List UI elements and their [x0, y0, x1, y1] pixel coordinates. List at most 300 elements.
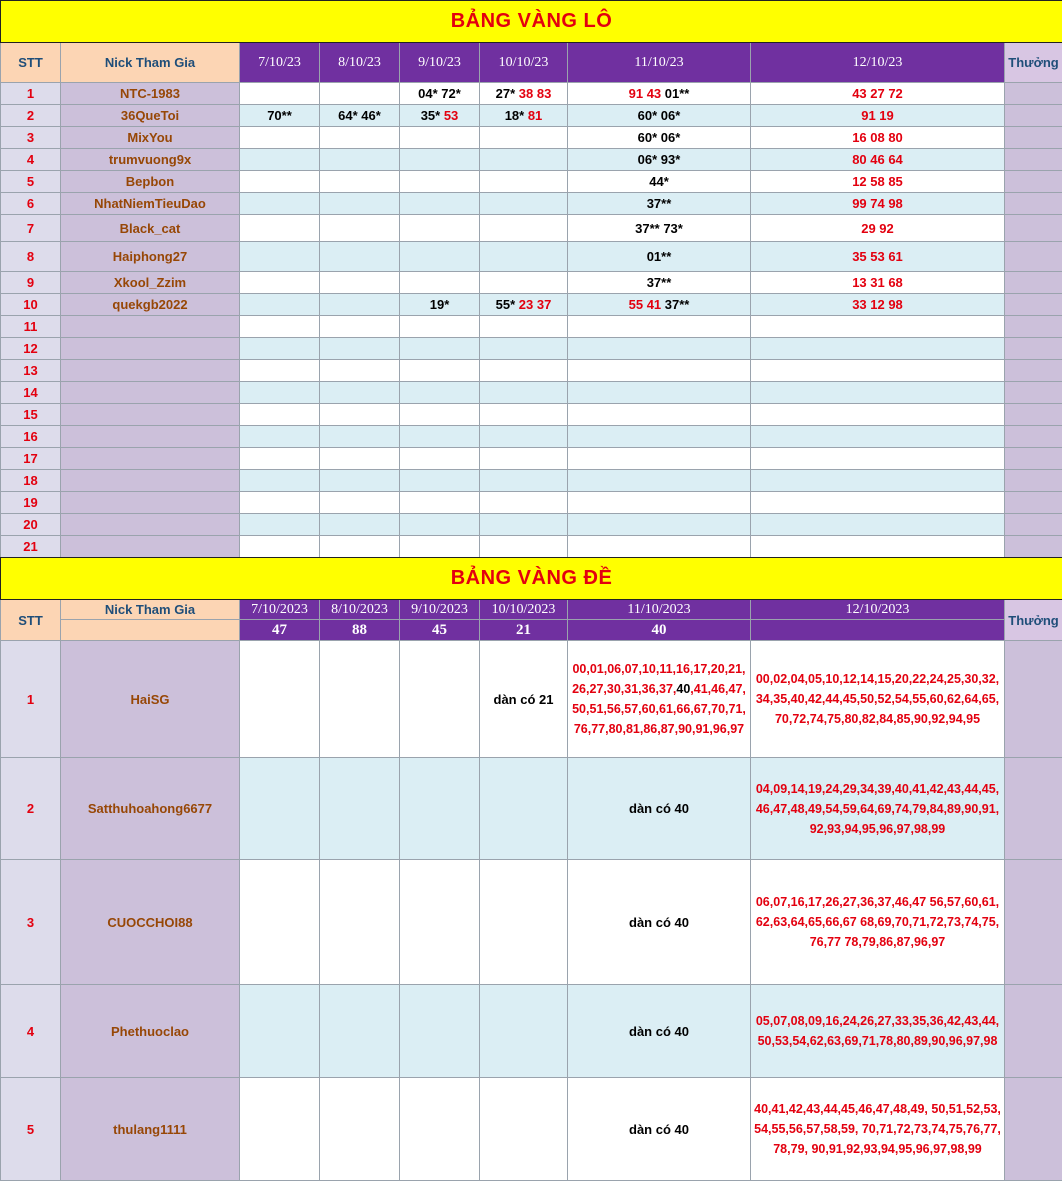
lo-table-row: [1, 338, 1062, 360]
lo-table-row: [1, 404, 1062, 426]
lo-cell-day-2: [320, 514, 400, 536]
lo-cell-day-2: [320, 127, 400, 149]
lo-table-row: [1, 272, 1062, 294]
lo-row-stt: 8: [1, 242, 61, 272]
lo-cell-day-1: [240, 448, 320, 470]
de-row-thuong: [1005, 1078, 1062, 1181]
lo-row-thuong: [1005, 382, 1062, 404]
lo-cell-day-3: [400, 470, 480, 492]
lo-header-date-2: 8/10/23: [320, 43, 400, 83]
lo-cell-day-6: [751, 426, 1005, 448]
lo-cell-day-2: [320, 215, 400, 242]
lo-title: BẢNG VÀNG LÔ: [1, 1, 1062, 43]
de-row-stt: 3: [1, 860, 61, 985]
lo-cell-day-2: [320, 105, 400, 127]
lo-cell-day-2: [320, 536, 400, 558]
lo-header-thuong: Thưởng: [1005, 43, 1062, 83]
de-cell-day-1: [240, 641, 320, 758]
de-cell-day-5: [568, 641, 751, 758]
lo-cell-day-4: [480, 149, 568, 171]
lo-row-nick: [61, 338, 240, 360]
de-cell-day-1: [240, 985, 320, 1078]
de-cell-day-3: [400, 1078, 480, 1181]
lo-cell-day-3: [400, 360, 480, 382]
de-cell-day-6: [751, 1078, 1005, 1181]
lo-cell-value: 37**: [664, 297, 690, 312]
de-header-nick-blank: [61, 620, 240, 641]
lo-cell-day-6: [751, 382, 1005, 404]
lo-cell-day-4: [480, 105, 568, 127]
de-row-nick: Satthuhoahong6677: [61, 758, 240, 860]
lo-cell-value: 04* 72*: [418, 86, 461, 101]
lo-cell-day-6: [751, 360, 1005, 382]
lo-cell-day-5: [568, 215, 751, 242]
lo-row-nick: [61, 492, 240, 514]
lo-cell-day-1: [240, 338, 320, 360]
lo-row-stt: 17: [1, 448, 61, 470]
de-row-nick: thulang1111: [61, 1078, 240, 1181]
lo-cell-day-6: [751, 404, 1005, 426]
lo-row-stt: 15: [1, 404, 61, 426]
lo-cell-day-6: [751, 127, 1005, 149]
de-cell-day-2: [320, 758, 400, 860]
lo-cell-day-5: [568, 242, 751, 272]
de-table-row: [1, 1078, 1062, 1181]
lo-cell-day-3: [400, 316, 480, 338]
lo-cell-value: 60* 06*: [637, 108, 681, 123]
lo-cell-day-5: [568, 316, 751, 338]
lo-cell-value: 70**: [267, 108, 292, 123]
lo-row-nick: [61, 360, 240, 382]
lo-cell-day-5: [568, 193, 751, 215]
lo-cell-day-5: [568, 536, 751, 558]
lo-cell-day-2: [320, 294, 400, 316]
lo-header-date-4: 10/10/23: [480, 43, 568, 83]
lo-cell-day-4: [480, 242, 568, 272]
lo-cell-day-5: [568, 272, 751, 294]
lo-table-row: [1, 83, 1062, 105]
lo-cell-value: 91 19: [861, 108, 894, 123]
lo-cell-day-1: [240, 149, 320, 171]
lo-cell-day-1: [240, 492, 320, 514]
lo-cell-day-1: [240, 127, 320, 149]
lo-row-nick: NhatNiemTieuDao: [61, 193, 240, 215]
lo-row-nick: Black_cat: [61, 215, 240, 242]
lo-table-row: [1, 294, 1062, 316]
lo-header-nick: Nick Tham Gia: [61, 43, 240, 83]
lo-cell-value: 44*: [649, 174, 669, 189]
lo-cell-day-4: [480, 514, 568, 536]
de-result-2: 88: [320, 620, 400, 641]
lo-table-row: [1, 242, 1062, 272]
lo-table-row: [1, 105, 1062, 127]
de-header-date-4: 10/10/2023: [480, 600, 568, 620]
lo-row-thuong: [1005, 149, 1062, 171]
de-cell-day-4: [480, 1078, 568, 1181]
lo-cell-day-4: [480, 127, 568, 149]
lo-cell-value: 91 43: [628, 86, 665, 101]
lo-cell-day-2: [320, 448, 400, 470]
de-cell-value: 05,07,08,09,16,24,26,27,33,35,36,42,43,44,50,53,54,62,63,69,71,78,80,89,90,96,97,98: [755, 1014, 1000, 1048]
lo-cell-day-5: [568, 492, 751, 514]
lo-table: [0, 0, 1062, 558]
de-cell-day-2: [320, 860, 400, 985]
lo-cell-day-3: [400, 382, 480, 404]
lo-cell-day-5: [568, 294, 751, 316]
de-cell-day-5: [568, 860, 751, 985]
lo-cell-day-6: [751, 149, 1005, 171]
de-header-date-6: 12/10/2023: [751, 600, 1005, 620]
lo-header-date-5: 11/10/23: [568, 43, 751, 83]
lo-cell-day-3: [400, 536, 480, 558]
de-cell-value: dàn có 21: [493, 691, 554, 707]
de-cell-day-3: [400, 860, 480, 985]
lo-cell-day-6: [751, 316, 1005, 338]
lo-table-row: [1, 448, 1062, 470]
de-header-date-2: 8/10/2023: [320, 600, 400, 620]
lo-row-nick: [61, 404, 240, 426]
lo-cell-value: 64* 46*: [338, 108, 381, 123]
de-cell-day-6: [751, 985, 1005, 1078]
de-cell-day-4: [480, 860, 568, 985]
lo-cell-day-5: [568, 514, 751, 536]
de-cell-value: 00,01,06,07,10,11,16,17,20,21,26,27,30,31,36,37,: [572, 662, 746, 696]
lo-row-stt: 6: [1, 193, 61, 215]
lo-cell-value: 06* 93*: [637, 152, 681, 167]
lo-row-stt: 19: [1, 492, 61, 514]
lo-cell-day-4: [480, 215, 568, 242]
lo-table-row: [1, 426, 1062, 448]
lo-header-date-3: 9/10/23: [400, 43, 480, 83]
lo-cell-day-6: [751, 83, 1005, 105]
lo-cell-day-2: [320, 149, 400, 171]
de-cell-value: dàn có 40: [629, 914, 689, 930]
lo-row-stt: 14: [1, 382, 61, 404]
lo-cell-day-1: [240, 171, 320, 193]
lo-cell-day-4: [480, 426, 568, 448]
lo-header-date-6: 12/10/23: [751, 43, 1005, 83]
lo-row-thuong: [1005, 404, 1062, 426]
lo-cell-day-3: [400, 514, 480, 536]
de-row-stt: 4: [1, 985, 61, 1078]
de-row-thuong: [1005, 641, 1062, 758]
lo-cell-day-4: [480, 448, 568, 470]
lo-table-row: [1, 382, 1062, 404]
de-cell-day-1: [240, 758, 320, 860]
lo-cell-day-5: [568, 127, 751, 149]
de-body: [1, 641, 1062, 1181]
lo-cell-day-6: [751, 492, 1005, 514]
de-cell-day-4: [480, 641, 568, 758]
de-header-date-1: 7/10/2023: [240, 600, 320, 620]
de-cell-day-1: [240, 860, 320, 985]
lo-cell-value: 55*: [495, 297, 519, 312]
lo-cell-value: 37**: [646, 196, 672, 211]
lo-row-thuong: [1005, 338, 1062, 360]
lo-cell-day-6: [751, 193, 1005, 215]
lo-cell-day-1: [240, 426, 320, 448]
lo-row-thuong: [1005, 83, 1062, 105]
lo-cell-day-5: [568, 83, 751, 105]
de-header-date-3: 9/10/2023: [400, 600, 480, 620]
lo-cell-value: 38 83: [518, 86, 552, 101]
lo-cell-day-1: [240, 382, 320, 404]
de-row-stt: 2: [1, 758, 61, 860]
lo-cell-day-2: [320, 272, 400, 294]
lo-cell-value: 27*: [495, 86, 519, 101]
de-cell-day-2: [320, 1078, 400, 1181]
de-row-thuong: [1005, 758, 1062, 860]
de-row-thuong: [1005, 985, 1062, 1078]
de-cell-value: 40,41,42,43,44,45,46,47,48,49, 50,51,52,53,54,55,56,57,58,59, 70,71,72,73,74,75,76,77,78,79, 90,91,92,93,94,95,96,97,98,99: [754, 1102, 1001, 1156]
lo-cell-day-4: [480, 492, 568, 514]
lo-cell-day-2: [320, 338, 400, 360]
lo-row-stt: 9: [1, 272, 61, 294]
lo-table-row: [1, 149, 1062, 171]
lo-cell-day-1: [240, 470, 320, 492]
de-cell-day-4: [480, 758, 568, 860]
lo-cell-day-5: [568, 360, 751, 382]
lo-cell-day-4: [480, 193, 568, 215]
lo-cell-day-3: [400, 404, 480, 426]
lo-cell-day-2: [320, 360, 400, 382]
lo-cell-value: 37** 73*: [635, 220, 683, 236]
lo-cell-value: 01**: [664, 86, 690, 101]
lo-cell-day-6: [751, 242, 1005, 272]
de-cell-value: 06,07,16,17,26,27,36,37,46,47 56,57,60,61,62,63,64,65,66,67 68,69,70,71,72,73,74,75,76,77 78,79,86,87,96,97: [755, 895, 1000, 949]
lo-cell-day-5: [568, 470, 751, 492]
de-cell-value: dàn có 40: [629, 801, 689, 816]
de-cell-day-5: [568, 758, 751, 860]
lo-cell-value: 55 41: [628, 297, 665, 312]
de-table-row: [1, 860, 1062, 985]
de-cell-value: dàn có 40: [629, 1121, 689, 1137]
lo-cell-value: 35*: [420, 108, 444, 123]
lo-row-thuong: [1005, 448, 1062, 470]
lo-cell-day-6: [751, 215, 1005, 242]
de-cell-day-1: [240, 1078, 320, 1181]
lo-cell-value: 33 12 98: [852, 297, 903, 312]
lo-row-stt: 4: [1, 149, 61, 171]
lo-table-row: [1, 171, 1062, 193]
de-row-stt: 5: [1, 1078, 61, 1181]
lo-row-thuong: [1005, 536, 1062, 558]
lo-row-thuong: [1005, 316, 1062, 338]
lo-cell-day-3: [400, 215, 480, 242]
de-cell-day-6: [751, 758, 1005, 860]
lo-row-nick: Xkool_Zzim: [61, 272, 240, 294]
de-result-5: 40: [568, 620, 751, 641]
lo-row-stt: 16: [1, 426, 61, 448]
lo-cell-value: 99 74 98: [852, 196, 903, 211]
lo-cell-day-2: [320, 404, 400, 426]
lo-cell-day-5: [568, 404, 751, 426]
lo-cell-day-3: [400, 242, 480, 272]
lo-row-nick: 36QueToi: [61, 105, 240, 127]
de-header-date-5: 11/10/2023: [568, 600, 751, 620]
lo-cell-value: 37**: [646, 275, 672, 290]
lo-cell-day-6: [751, 536, 1005, 558]
lo-cell-day-6: [751, 514, 1005, 536]
de-header-stt: STT: [1, 600, 61, 641]
lo-row-nick: [61, 316, 240, 338]
lo-cell-day-6: [751, 171, 1005, 193]
lo-header-date-1: 7/10/23: [240, 43, 320, 83]
lo-row-stt: 21: [1, 536, 61, 558]
lo-cell-day-2: [320, 83, 400, 105]
lo-row-thuong: [1005, 294, 1062, 316]
lo-row-stt: 11: [1, 316, 61, 338]
lo-cell-day-2: [320, 193, 400, 215]
lo-table-row: [1, 470, 1062, 492]
lo-row-thuong: [1005, 171, 1062, 193]
de-cell-value: ,41,46,47,50,51,56,57,60,61,66,67,70,71,76,77,80,81,86,87,90,91,96,97: [572, 682, 746, 736]
de-cell-day-2: [320, 985, 400, 1078]
lo-table-row: [1, 193, 1062, 215]
lo-row-nick: [61, 470, 240, 492]
de-cell-value: 00,02,04,05,10,12,14,15,20,22,24,25,30,32,34,35,40,42,44,45,50,52,54,55,60,62,64,65,70,72,74,75,80,82,84,85,90,92,94,95: [755, 672, 1000, 726]
de-header-thuong: Thưởng: [1005, 600, 1062, 641]
lo-row-stt: 2: [1, 105, 61, 127]
lo-row-stt: 13: [1, 360, 61, 382]
lo-row-thuong: [1005, 470, 1062, 492]
lo-cell-value: 81: [527, 108, 543, 123]
lo-row-nick: [61, 382, 240, 404]
lo-cell-day-5: [568, 338, 751, 360]
lo-cell-value: 18*: [504, 108, 528, 123]
lo-cell-value: 16 08 80: [852, 130, 903, 145]
lo-cell-day-5: [568, 171, 751, 193]
lo-table-row: [1, 316, 1062, 338]
lo-row-thuong: [1005, 514, 1062, 536]
lo-row-nick: [61, 514, 240, 536]
lo-cell-day-2: [320, 382, 400, 404]
lo-table-row: [1, 514, 1062, 536]
lo-cell-day-1: [240, 105, 320, 127]
lo-row-stt: 12: [1, 338, 61, 360]
lo-cell-day-1: [240, 242, 320, 272]
lo-row-thuong: [1005, 492, 1062, 514]
lo-cell-day-6: [751, 338, 1005, 360]
lo-row-thuong: [1005, 193, 1062, 215]
lo-cell-day-5: [568, 105, 751, 127]
lo-cell-day-1: [240, 294, 320, 316]
lo-cell-day-4: [480, 294, 568, 316]
lo-header-stt: STT: [1, 43, 61, 83]
lo-row-stt: 1: [1, 83, 61, 105]
lo-table-row: [1, 127, 1062, 149]
de-cell-day-5: [568, 1078, 751, 1181]
lo-row-stt: 3: [1, 127, 61, 149]
de-result-1: 47: [240, 620, 320, 641]
de-table: [0, 557, 1062, 1181]
lo-cell-day-4: [480, 404, 568, 426]
lo-body: [1, 83, 1062, 558]
lo-cell-value: 19*: [429, 297, 450, 312]
lo-row-thuong: [1005, 360, 1062, 382]
lo-row-stt: 10: [1, 294, 61, 316]
de-row-thuong: [1005, 860, 1062, 985]
de-cell-value: 40: [676, 682, 691, 696]
lo-cell-day-2: [320, 316, 400, 338]
lo-cell-value: 29 92: [861, 220, 894, 236]
lo-cell-day-4: [480, 338, 568, 360]
de-cell-day-2: [320, 641, 400, 758]
lo-cell-day-3: [400, 105, 480, 127]
lo-cell-day-6: [751, 294, 1005, 316]
lo-row-nick: Haiphong27: [61, 242, 240, 272]
lo-cell-day-1: [240, 536, 320, 558]
lo-cell-day-3: [400, 426, 480, 448]
lo-cell-day-5: [568, 448, 751, 470]
de-header-nick: Nick Tham Gia: [61, 600, 240, 620]
lo-cell-day-2: [320, 492, 400, 514]
lo-cell-value: 35 53 61: [852, 249, 903, 264]
de-cell-day-6: [751, 860, 1005, 985]
lo-cell-day-6: [751, 105, 1005, 127]
lo-row-nick: trumvuong9x: [61, 149, 240, 171]
lo-row-thuong: [1005, 105, 1062, 127]
lo-row-nick: [61, 536, 240, 558]
lo-cell-day-6: [751, 470, 1005, 492]
lo-cell-value: 13 31 68: [852, 275, 903, 290]
lo-table-row: [1, 215, 1062, 242]
de-row-nick: Phethuoclao: [61, 985, 240, 1078]
de-cell-day-3: [400, 985, 480, 1078]
lo-cell-day-1: [240, 404, 320, 426]
lo-cell-day-4: [480, 83, 568, 105]
lo-cell-day-3: [400, 149, 480, 171]
lo-cell-value: 60* 06*: [637, 130, 681, 145]
lo-cell-day-4: [480, 536, 568, 558]
lo-cell-day-4: [480, 272, 568, 294]
de-result-6: [751, 620, 1005, 641]
de-table-row: [1, 758, 1062, 860]
lo-row-nick: NTC-1983: [61, 83, 240, 105]
lo-cell-day-4: [480, 316, 568, 338]
lo-row-thuong: [1005, 242, 1062, 272]
lo-row-thuong: [1005, 127, 1062, 149]
lo-cell-value: 80 46 64: [852, 152, 903, 167]
de-row-stt: 1: [1, 641, 61, 758]
lo-cell-day-1: [240, 514, 320, 536]
lo-cell-value: 53: [443, 108, 459, 123]
lo-row-thuong: [1005, 426, 1062, 448]
lo-row-stt: 18: [1, 470, 61, 492]
de-cell-value: dàn có 40: [629, 1023, 689, 1039]
lo-cell-value: 23 37: [518, 297, 552, 312]
de-cell-day-3: [400, 641, 480, 758]
de-cell-day-5: [568, 985, 751, 1078]
lo-table-row: [1, 492, 1062, 514]
lo-row-nick: [61, 426, 240, 448]
lo-cell-day-2: [320, 171, 400, 193]
de-cell-day-6: [751, 641, 1005, 758]
de-table-row: [1, 985, 1062, 1078]
lo-row-stt: 20: [1, 514, 61, 536]
lo-cell-day-2: [320, 242, 400, 272]
lo-table-row: [1, 536, 1062, 558]
lo-cell-day-5: [568, 426, 751, 448]
de-title: BẢNG VÀNG ĐỀ: [1, 558, 1062, 600]
de-row-nick: CUOCCHOI88: [61, 860, 240, 985]
lo-cell-day-3: [400, 83, 480, 105]
lo-row-nick: Bepbon: [61, 171, 240, 193]
lo-cell-day-4: [480, 382, 568, 404]
lo-cell-day-4: [480, 470, 568, 492]
de-table-row: [1, 641, 1062, 758]
lo-cell-value: 01**: [646, 249, 672, 264]
